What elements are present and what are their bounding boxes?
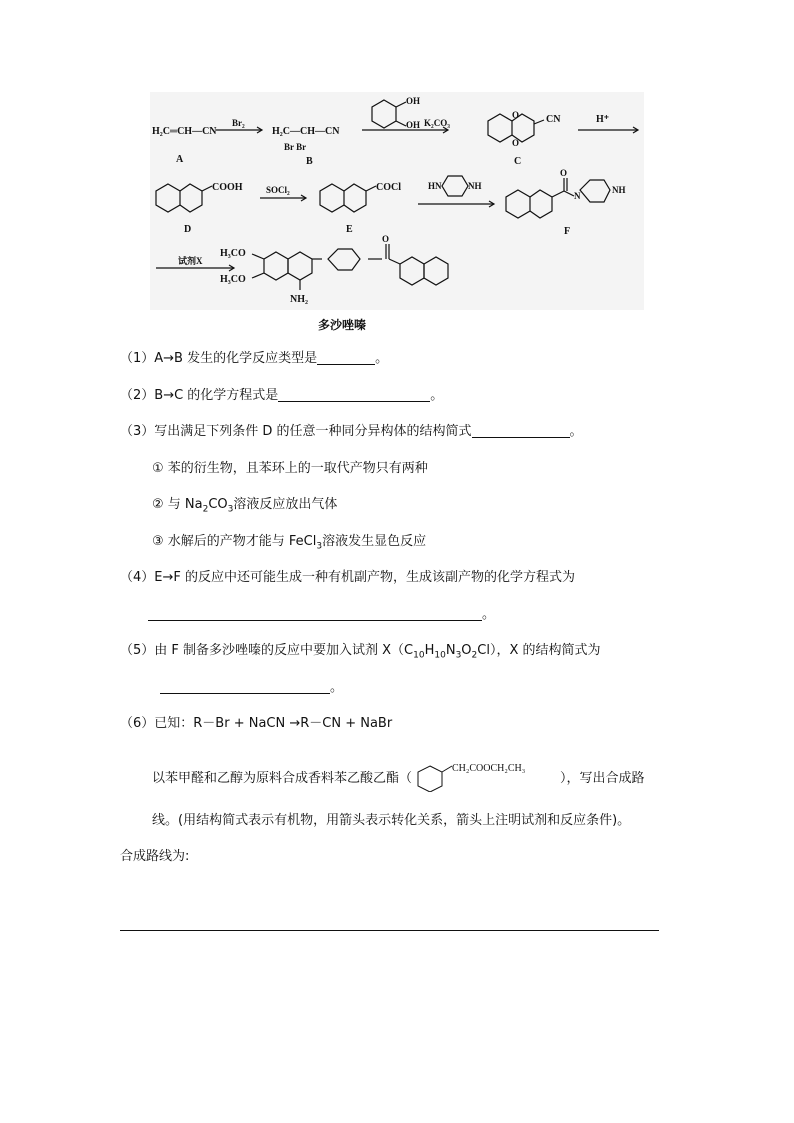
f-ring-n: N [574,191,581,201]
question-3-end: 。 [569,424,583,439]
question-5-sub-4: 2 [471,650,478,661]
condition-2-text-b: CO [208,497,228,512]
ester-formula-text: CH₂COOCH₂CH₃ [452,763,526,774]
compound-a-formula: H₂C═CH—CN [152,126,217,137]
question-5-answer-line [160,679,343,697]
question-1-end: 。 [375,351,389,366]
compound-c-cn: CN [546,114,561,125]
question-5-text-b: H [424,643,435,658]
compound-b-label: B [306,156,313,167]
ring-o-bottom: O [512,138,520,148]
compound-c-label: C [514,156,522,167]
compound-b-formula: H₂C—CH—CN [272,126,340,137]
question-5-text-c: N [445,643,456,658]
answer-line[interactable] [120,930,659,931]
compound-e-group: COCl [376,182,401,193]
question-2-text: （2）B→C 的化学方程式是 [120,388,279,403]
arrow2-reagent: K₂CO₃ [424,118,450,128]
question-3-condition-1: ① 苯的衍生物，且苯环上的一取代产物只有两种 [152,461,428,476]
piperazine-hn: HN [428,181,442,191]
question-5-text-a: （5）由 F 制备多沙唑嗪的反应中要加入试剂 X（C [120,643,414,658]
question-3-condition-2 [152,496,337,519]
catechol-oh-top: OH [406,96,421,106]
question-4-end: 。 [482,607,496,622]
question-1 [120,350,388,368]
condition-2-text-c: 溶液反应放出气体 [233,497,338,512]
question-4-answer-line [148,606,495,624]
reaction-scheme [150,92,644,310]
product-carbonyl-o: O [382,234,390,244]
question-4-blank[interactable] [148,606,482,621]
amino-group: NH₂ [290,294,308,305]
carbonyl-o: O [560,168,568,178]
question-5-text-d: O [461,643,472,658]
condition-3-text-a: ③ 水解后的产物才能与 FeCl [152,534,317,549]
question-1-text: （1）A→B 发生的化学反应类型是 [120,351,318,366]
question-4: （4）E→F 的反应中还可能生成一种有机副产物，生成该副产物的化学方程式为 [120,570,575,585]
compound-a-label: A [176,154,184,165]
compound-d-group: COOH [212,182,243,193]
compound-f-nh: NH [612,185,626,195]
question-6-title: （6）已知：R－Br + NaCN →R－CN + NaBr [120,716,393,731]
question-6-text-a: 以苯甲醛和乙醇为原料合成香料苯乙酸乙酯（ [152,771,413,786]
methoxy-top: H₃CO [220,248,246,259]
catechol-oh-bottom: OH [406,120,421,130]
compound-e-label: E [346,224,353,235]
question-2 [120,387,443,405]
condition-3-text-b: 溶液发生显色反应 [322,534,427,549]
question-1-blank[interactable] [317,350,375,365]
question-3-condition-3 [152,533,426,556]
question-5-end: 。 [330,680,344,695]
question-6-text-b: ），写出合成路 [560,771,645,786]
question-5-sub-2: 10 [434,650,446,661]
question-5-sub-1: 10 [413,650,425,661]
question-6-line-3: 合成路线为: [120,849,190,864]
question-2-blank[interactable] [278,387,430,402]
question-5-sub-3: 3 [455,650,462,661]
arrow4-reagent: SOCl₂ [266,185,290,195]
product-name: 多沙唑嗪 [318,318,367,332]
question-6-line-1 [152,762,645,792]
compound-f-label: F [564,226,571,237]
synthesis-scheme-svg [150,92,644,310]
question-3 [120,423,583,441]
arrow3-reagent: H⁺ [596,114,610,125]
question-2-end: 。 [430,388,444,403]
question-5-blank[interactable] [160,679,330,694]
question-5-text-e: Cl），X 的结构简式为 [477,643,601,658]
question-3-blank[interactable] [472,423,570,438]
question-3-text: （3）写出满足下列条件 D 的任意一种同分异构体的结构简式 [120,424,472,439]
condition-3-sub: 3 [316,541,323,552]
question-6-line-2: 线。(用结构简式表示有机物，用箭头表示转化关系，箭头上注明试剂和反应条件)。 [152,813,631,828]
ring-o-top: O [512,110,520,120]
condition-2-text-a: ② 与 Na [152,497,203,512]
arrow1-reagent: Br₂ [232,118,245,128]
question-5 [120,642,601,665]
condition-2-sub-2: 3 [227,504,234,515]
arrow5-reagent: 试剂X [178,256,203,266]
ethyl-phenylacetate-structure [412,762,560,792]
condition-2-sub-1: 2 [202,504,209,515]
compound-d-label: D [184,224,192,235]
compound-b-substituents: Br Br [284,142,307,152]
methoxy-bottom: H₃CO [220,274,246,285]
piperazine-nh: NH [468,181,482,191]
